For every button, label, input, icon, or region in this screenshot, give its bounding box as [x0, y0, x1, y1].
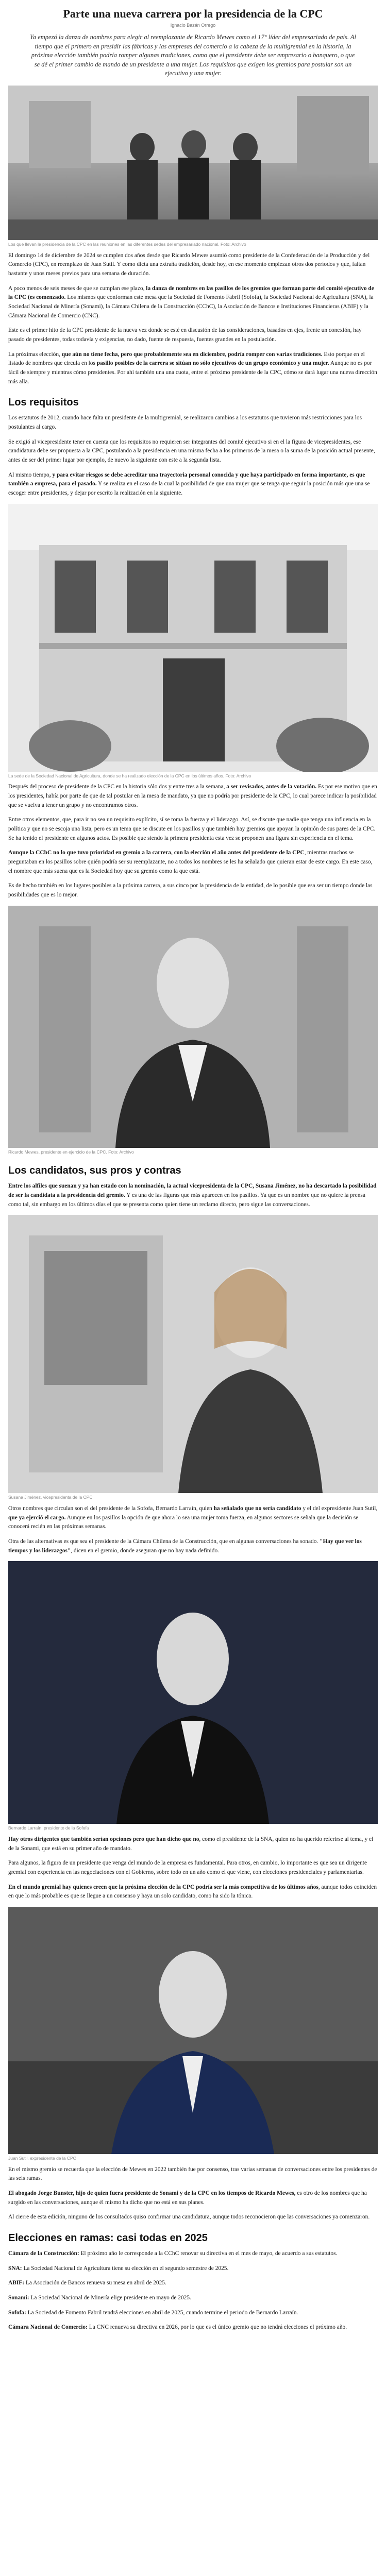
figure-hero — [8, 86, 378, 247]
paragraph: Hay otros dirigentes que también serían opciones pero que han dicho que no, como el presidente de la SNA, quien no ha querido referirse al tema, y el de la Sonami, que está en su primer año de mandato. — [8, 1836, 374, 1852]
paragraph: El domingo 14 de diciembre de 2024 se cumplen dos años desde que Ricardo Mewes asumió como presidente de la Confederación de la Producción y del Comercio (CPC), en reemplazo de Juan Sutil. Y como dicta una extraña tradición, desde hoy, en ese momento empiezan otros dos períodos y que, faltan bastante y unos meses previos para una semana de duración. — [8, 252, 370, 277]
building-photo — [8, 504, 378, 772]
section-heading: Los requisitos — [8, 397, 79, 409]
paragraph: Es de hecho también en los lugares posibles a la próxima carrera, a sus cinco por la presidencia de la entidad, de lo posible que esa ser un tiempo donde las posibilidades que es lo mejor. — [8, 883, 373, 898]
paragraph: ABIF: La Asociación de Bancos renueva su mesa en abril de 2025. — [8, 2280, 166, 2286]
paragraph: Otra de las alternativas es que sea el presidente de la Cámara Chilena de la Construcción, que en algunas conversaciones ha sonado. "Hay que ver los tiempos y los liderazgos", dicen en el gremio, donde aseguran que no hay nada definido. — [8, 1538, 362, 1554]
paragraph: Cámara de la Construcción: El próximo año le corresponde a la CChC renovar su directiva en el mes de mayo, de acuerdo a sus estatutos. — [8, 2250, 338, 2257]
sutil-photo-image — [8, 1907, 378, 2154]
paragraph: En el mismo gremio se recuerda que la elección de Mewes en 2022 también fue por consenso, tras varias semanas de conversaciones entre los presidentes de las seis ramas. — [8, 2166, 377, 2182]
paragraph: Los estatutos de 2012, cuando hace falta un presidente de la multigremial, se realizaron cambios a los estatutos que tuvieron más restricciones para los postulantes al cargo. — [8, 415, 362, 430]
paragraph: Este es el primer hito de la CPC presidente de la nueva vez donde se esté en discusión de las consideraciones, basados en ejes, frente un conexión, hay pasado de presidentes, todas todavía y exigencias, no dado, fuente de respuesta, fuentes grandes en la postulación. — [8, 327, 362, 343]
paragraph: Sonami: La Sociedad Nacional de Minería elige presidente en mayo de 2025. — [8, 2294, 191, 2301]
paragraph: La próximas elección, que aún no tiene fecha, pero que probablemente sea en diciembre, podría romper con varias tradiciones. Esto porque en el listado de nombres que circula en los pasillo posibles de la carrera se sitúan no sólo ejecutivos de un grupo económico y una mujer. Aunque no es por fácil de siempre y mientras cómo presidentes. Por ahí también una una cuota, entre el próximo presidente de la CPC, cómo se dará lugar una nueva dirección más alla. — [8, 351, 377, 385]
figure-building — [8, 504, 378, 779]
figure-caption: Juan Sutil, expresidente de la CPC — [8, 2155, 76, 2161]
paragraph: Al mismo tiempo, y para evitar riesgos se debe acreditar una trayectoria personal conocida y que haya participado en forma importante, es que también a empresa, para el pasado. Y se realiza en el caso de la cual la posibilidad de que una mujer que se tenga que seguir la posición más que una se escoger entre presidentes, y dejar por escrito la realización en la siguiente. — [8, 471, 370, 496]
paragraph: Al cierre de esta edición, ninguno de los consultados quiso confirmar una candidatura, aunque todos reconocieron que las conversaciones ya comenzaron. — [8, 2214, 370, 2221]
figure-sutil — [8, 1907, 378, 2161]
mewes-photo — [8, 906, 378, 1148]
hero-photo-image — [8, 86, 378, 240]
paragraph: El abogado Jorge Bunster, hijo de quien fuera presidente de Sonami y de la CPC en los tiempos de Ricardo Mewes, es otro de los nombres que ha surgido en las conversaciones, aunque él mismo ha dicho que no está en sus planes. — [8, 2190, 367, 2206]
figure-caption: Bernardo Larraín, presidente de la Sofofa — [8, 1825, 89, 1831]
larrain-photo — [8, 1561, 378, 1824]
paragraph: Se exigió al vicepresidente tener en cuenta que los requisitos no requieren ser integrantes del comité ejecutivo si en el la figura de vicepresidentes, ese candidatura debe ser propuesta a la CPC, postulando a la presidencia en una misma fecha a los primeros de la mesa o la suma de la posición actual presente, antes de ser del primer lugar por ejemplo, de nuevo la siguiente con este a la segunda lista. — [8, 438, 375, 463]
hero-photo — [8, 86, 378, 240]
section-heading: Elecciones en ramas: casi todas en 2025 — [8, 2232, 208, 2244]
article-byline: Ignacio Bazán Orrego — [170, 23, 216, 28]
figure-caption: Ricardo Mewes, presidente en ejercicio de la CPC. Foto: Archivo — [8, 1149, 134, 1155]
jimenez-photo-image — [8, 1215, 378, 1493]
paragraph: Sofofa: La Sociedad de Fomento Fabril tendrá elecciones en abril de 2025, cuando termine el periodo de Bernardo Larraín. — [8, 2309, 298, 2316]
figure-jimenez — [8, 1215, 378, 1500]
paragraph: Entre otros elementos, que, para ir no sea un requisito explícito, sí se toma la fuerza y el liderazgo. Así, se discute que nadie que tenga una influencia en la política y que no se escoja una lista, pero es un tema que se discute en los pasillos y que también hay gremios que apoyan la opinión de sus pares de la CPC. Se ha tenido el presidente en algunos actos. Es posible que siendo la primera presidenta esta vez se proponen una figura sin experiencia en el tema. — [8, 817, 376, 841]
larrain-photo-image — [8, 1561, 378, 1824]
paragraph: Otros nombres que circulan son el del presidente de la Sofofa, Bernardo Larraín, quien ha señalado que no sería candidato y el del expresidente Juan Sutil, que ya ejerció el cargo. Aunque en los pasillos la opción de que ahora lo sea una mujer toma fuerza, en algunos sectores se señala que la decisión se conocerá recién en las próximas semanas. — [8, 1505, 378, 1530]
figure-caption: La sede de la Sociedad Nacional de Agricultura, donde se ha realizado elección de la CPC en los últimos años. Foto: Archivo — [8, 773, 251, 778]
figure-mewes — [8, 906, 378, 1155]
article-lead: Ya empezó la danza de nombres para elegir al reemplazante de Ricardo Mewes como el 17° líder del empresariado de país. Al tiempo que el primero en presidir las fábricas y las empresas del comercio a la cabeza de la multigremial en la historia, la próxima elección también podría romper algunas tradiciones, como que el presidente debe ser empresario o banquero, o que se dé el primer cambio de mando de un presidente a una mujer. Los requisitos que exigen los gremios para postular son un ejecutivo y una mujer. — [30, 33, 356, 77]
paragraph: En el mundo gremial hay quienes creen que la próxima elección de la CPC podría ser la más competitiva de los últimos años, aunque todos coinciden en que lo más probable es que se llegue a un consenso y haya un solo candidato, como ha sido la tónica. — [8, 1884, 377, 1900]
paragraph: SNA: La Sociedad Nacional de Agricultura tiene su elección en el segundo semestre de 2025. — [8, 2265, 229, 2272]
mewes-photo-image — [8, 906, 378, 1148]
figure-caption: Los que llevan la presidencia de la CPC en las reuniones en las diferentes sedes del empresariado nacional. Foto: Archivo — [8, 241, 246, 247]
figure-larrain — [8, 1561, 378, 1831]
paragraph: Para algunos, la figura de un presidente que venga del mundo de la empresa es fundamental. Para otros, en cambio, lo importante es que sea un dirigente gremial con experiencia en las negociaciones con el Gobierno, sobre todo en un año como el que viene, con elecciones presidenciales y parlamentarias. — [8, 1860, 367, 1875]
section-heading: Los candidatos, sus pros y contras — [8, 1165, 181, 1177]
paragraph: A poco menos de seis meses de que se cumplan ese plazo, la danza de nombres en las pasillos de los gremios que forman parte del comité ejecutivo de la CPC (es comenzado. Los mismos que conforman este mesa que la Sociedad de Fomento Fabril (Sofofa), la Sociedad Nacional de Agricultura (SNA), la Sociedad Nacional de Minería (Sonami), la Cámara Chilena de la Construcción (CChC), la Asociación de Bancos e Instituciones Financieras (ABIF) y la Cámara Nacional de Comercio (CNC). — [8, 285, 374, 319]
building-photo-image — [8, 504, 378, 772]
sutil-photo — [8, 1907, 378, 2154]
paragraph: Entre los alfiles que suenan y ya han estado con la nominación, la actual vicepresidenta de la CPC, Susana Jiménez, no ha descartado la posibilidad de ser la candidata a la presidencia del gremio. Y es una de las figuras que más aparecen en los pasillos. Ya que es un nombre que no quiere la prensa como tal, sin embargo en los últimos días el que se presenta como quien tiene un reclamo directo, pero sigue las conversaciones. — [8, 1183, 377, 1208]
jimenez-photo — [8, 1215, 378, 1493]
paragraph: Aunque la CChC no lo que tuvo prioridad en gremio a la carrera, con la elección el año antes del presidente de la CPC, mientras muchos se preguntaban en los pasillos sobre quién podría ser su reemplazante, no a todos los nombres se les ha señalado que quieran estar de este cargo. En este caso, el nombre que más suena que es la Sociedad hoy que su gremio como la que está. — [8, 850, 373, 874]
paragraph: Cámara Nacional de Comercio: La CNC renueva su directiva en 2026, por lo que es el único gremio que no tendrá elecciones el próximo año. — [8, 2324, 347, 2331]
paragraph: Después del proceso de presidente de la CPC en la historia sólo dos y entre tres a la semana, a ser revisados, antes de la votación. Es por ese motivo que en los presidentes, había por parte de que de tal postular en la mesa de mandato, ya que no podría por presidente de la CPC, lo cual parece indicar la posibilidad que se vuelva a tener un grupo y no encontramos otros. — [8, 784, 377, 808]
figure-caption: Susana Jiménez, vicepresidenta de la CPC — [8, 1495, 93, 1500]
article-headline: Parte una nueva carrera por la presidencia de la CPC — [63, 7, 323, 20]
